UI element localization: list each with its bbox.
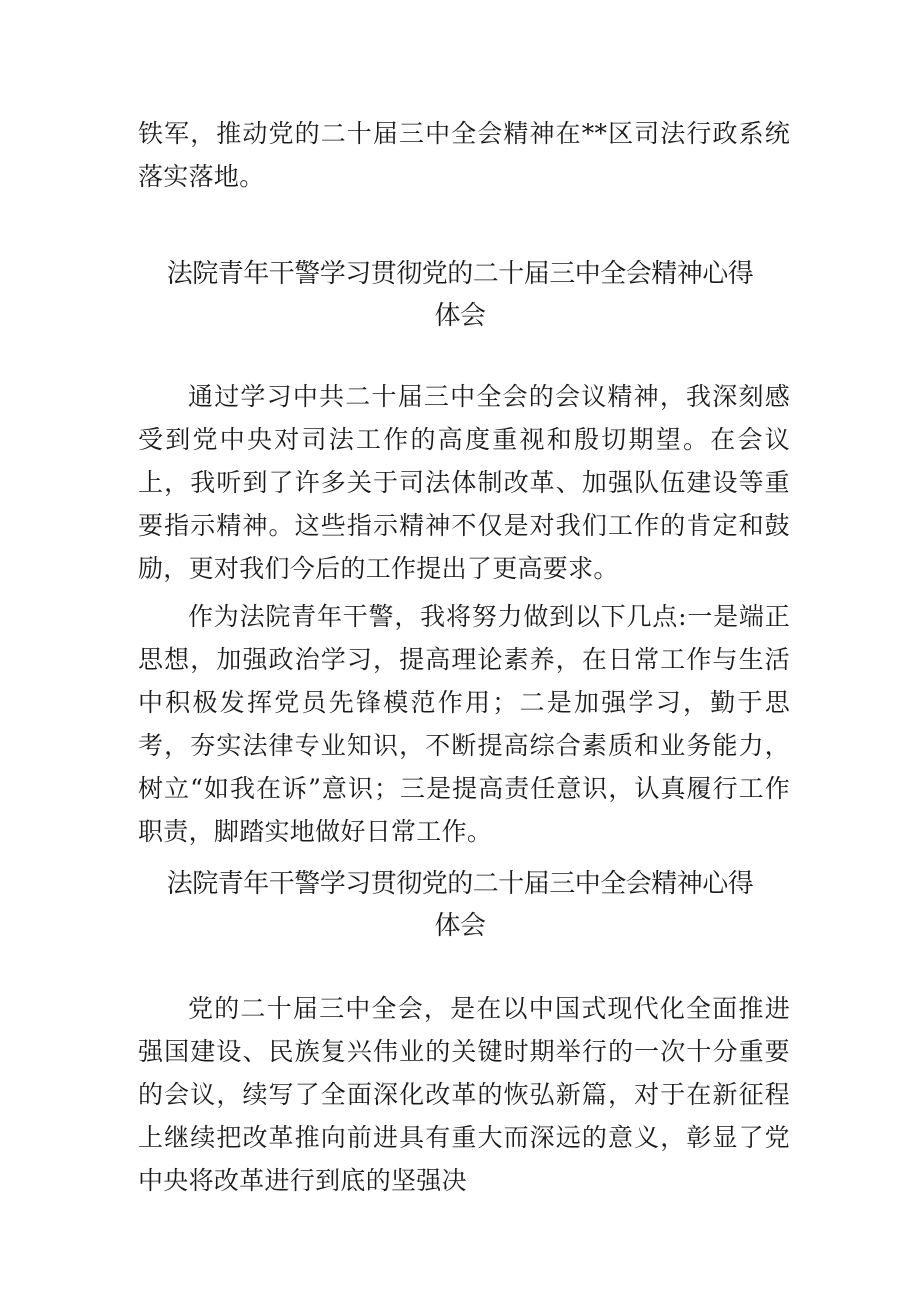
section-1-paragraph-1: 通过学习中共二十届三中全会的会议精神，我深刻感受到党中央对司法工作的高度重视和殷切期望。在会议上，我听到了许多关于司法体制改革、加强队伍建设等重要指示精神。这些指示精神不仅是对我们工作的肯定和鼓励，更对我们今后的工作提出了更高要求。 [138,382,790,583]
section-title-1-line2: 体会 [434,301,486,331]
continuation-paragraph: 铁军，推动党的二十届三中全会精神在**区司法行政系统落实落地。 [138,119,790,191]
section-1-paragraph-2: 作为法院青年干警，我将努力做到以下几点:一是端正思想，加强政治学习，提高理论素养，在日常工作与生活中积极发挥党员先锋模范作用；二是加强学习，勤于思考，夯实法律专业知识，不断提高综合素质和业务能力，树立“如我在诉”意识；三是提高责任意识，认真履行工作职责，脚踏实地做好日常工作。 [138,602,790,846]
section-title-2 [150,863,770,947]
section-2-paragraph-1: 党的二十届三中全会，是在以中国式现代化全面推进强国建设、民族复兴伟业的关键时期举行的一次十分重要的会议，续写了全面深化改革的恢弘新篇，对于在新征程上继续把改革推向前进具有重大而深远的意义，彰显了党中央将改革进行到底的坚强决 [138,994,790,1195]
section-title-1-line1: 法院青年干警学习贯彻党的二十届三中全会精神心得 [166,259,754,289]
section-title-2-line1: 法院青年干警学习贯彻党的二十届三中全会精神心得 [166,869,754,899]
section-title-2-line2: 体会 [434,911,486,941]
section-title-1 [150,253,770,337]
